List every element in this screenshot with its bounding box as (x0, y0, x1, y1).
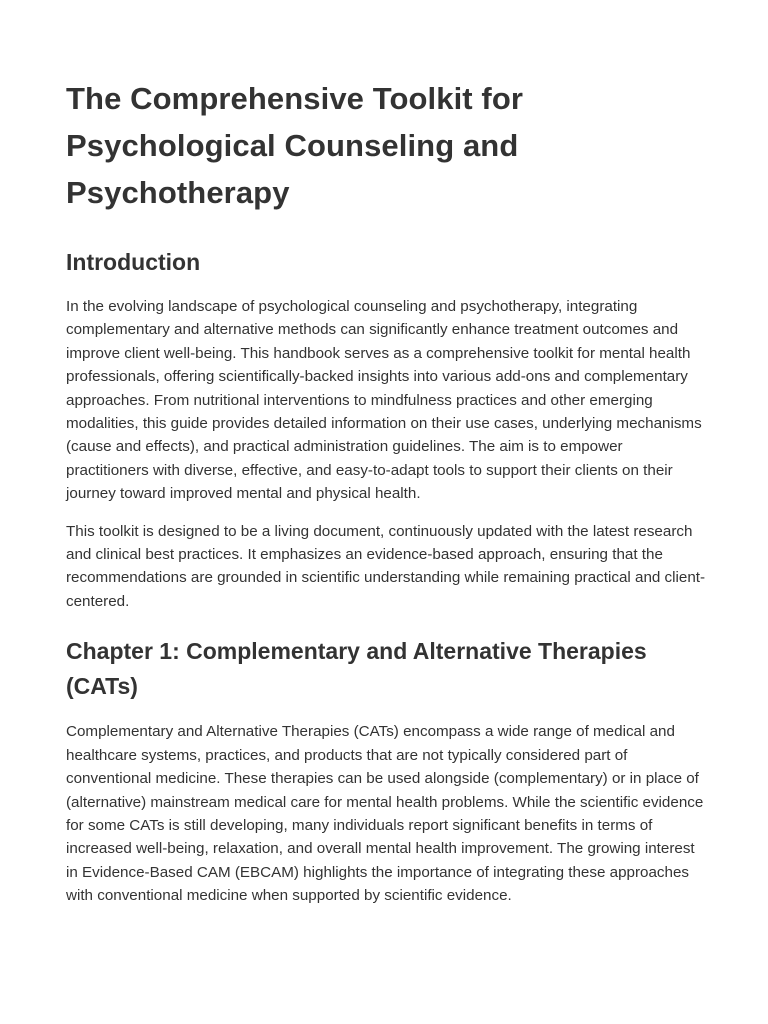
chapter-1-paragraph-1: Complementary and Alternative Therapies (CATs) encompass a wide range of medical and healthcare systems, practices, and products that are not typically considered part of conventional medicine. These therapies can be used alongside (complementary) or in place of (alternative) mainstream medical care for mental health problems. While the scientific evidence for some CATs is still developing, many individuals report significant benefits in terms of increased well-being, relaxation, and overall mental health improvement. The growing interest in Evidence-Based CAM (EBCAM) highlights the importance of integrating these approaches with conventional medicine when supported by scientific evidence. (66, 723, 704, 905)
document-title: The Comprehensive Toolkit for Psychological Counseling and Psychotherapy (66, 81, 524, 210)
section-heading-chapter-1: Chapter 1: Complementary and Alternative Therapies (CATs) (66, 638, 647, 700)
section-heading-introduction: Introduction (66, 249, 201, 275)
introduction-paragraph-2: This toolkit is designed to be a living document, continuously updated with the latest research and clinical best practices. It emphasizes an evidence-based approach, ensuring that the recommendations are grounded in scientific understanding while remaining practical and client-centered. (66, 522, 706, 610)
introduction-paragraph-1: In the evolving landscape of psychological counseling and psychotherapy, integrating complementary and alternative methods can significantly enhance treatment outcomes and improve client well-being. This handbook serves as a comprehensive toolkit for mental health professionals, offering scientifically-backed insights into various add-ons and complementary approaches. From nutritional interventions to mindfulness practices and other emerging modalities, this guide provides detailed information on their use cases, underlying mechanisms (cause and effects), and practical administration guidelines. The aim is to empower practitioners with diverse, effective, and easy-to-adapt tools to support their clients on their journey toward improved mental and physical health. (66, 298, 702, 503)
